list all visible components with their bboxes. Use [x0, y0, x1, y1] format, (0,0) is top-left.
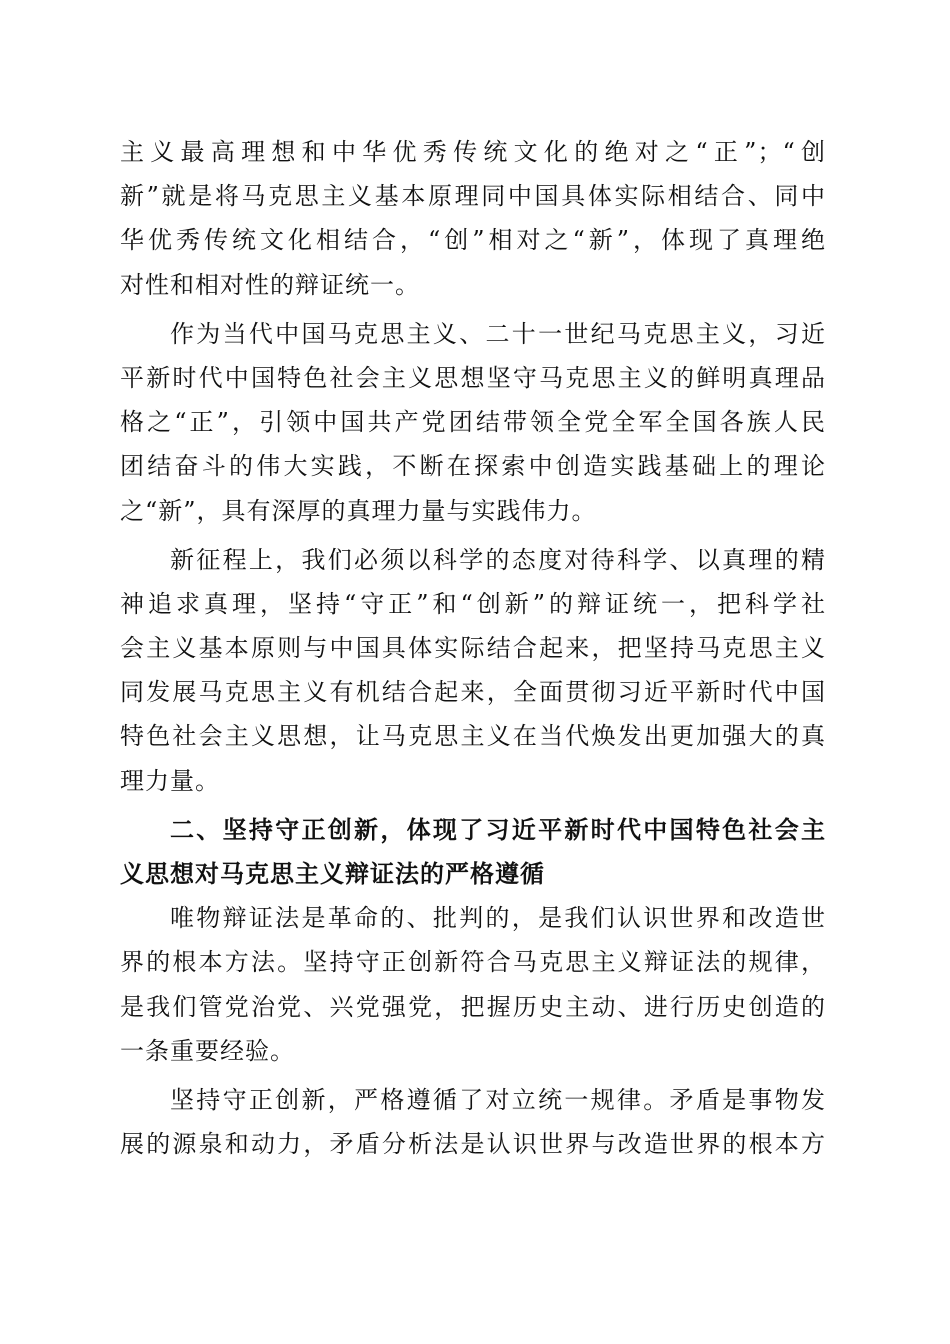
document-body	[120, 130, 826, 1166]
paragraph-5	[120, 1078, 826, 1166]
paragraph-line: 理力量。	[120, 766, 220, 795]
paragraph-3	[120, 538, 826, 803]
section-heading	[120, 808, 826, 896]
paragraph-line: 界的根本方法。坚持守正创新符合马克思主义辩证法的规律，	[120, 948, 826, 977]
paragraph-line: 会主义基本原则与中国具体实际结合起来，把坚持马克思主义	[120, 634, 826, 663]
paragraph-line: 平新时代中国特色社会主义思想坚守马克思主义的鲜明真理品	[120, 363, 826, 392]
paragraph-line: 神追求真理，坚持“守正”和“创新”的辩证统一，把科学社	[120, 589, 826, 618]
heading-line: 二、坚持守正创新，体现了习近平新时代中国特色社会主	[170, 815, 826, 844]
paragraph-line: 是我们管党治党、兴党强党，把握历史主动、进行历史创造的	[120, 992, 826, 1021]
paragraph-line: 展的源泉和动力，矛盾分析法是认识世界与改造世界的根本方	[120, 1130, 826, 1159]
paragraph-line: 坚持守正创新，严格遵循了对立统一规律。矛盾是事物发	[170, 1085, 826, 1114]
paragraph-line: 格之“正”，引领中国共产党团结带领全党全军全国各族人民	[120, 408, 826, 437]
paragraph-line: 作为当代中国马克思主义、二十一世纪马克思主义，习近	[170, 319, 826, 348]
paragraph-line: 主义最高理想和中华优秀传统文化的绝对之“正”；“创	[120, 138, 826, 166]
paragraph-line: 新征程上，我们必须以科学的态度对待科学、以真理的精	[170, 545, 826, 574]
heading-line: 义思想对马克思主义辩证法的严格遵循	[120, 860, 545, 888]
paragraph-1	[120, 130, 826, 307]
paragraph-line: 新”就是将马克思主义基本原理同中国具体实际相结合、同中	[120, 182, 826, 211]
paragraph-line: 一条重要经验。	[120, 1036, 295, 1065]
paragraph-line: 之“新”，具有深厚的真理力量与实践伟力。	[120, 496, 597, 525]
paragraph-2	[120, 312, 826, 533]
paragraph-4	[120, 896, 826, 1073]
paragraph-line: 团结奋斗的伟大实践，不断在探索中创造实践基础上的理论	[120, 452, 826, 481]
paragraph-line: 同发展马克思主义有机结合起来，全面贯彻习近平新时代中国	[120, 678, 826, 707]
paragraph-line: 华优秀传统文化相结合，“创”相对之“新”，体现了真理绝	[120, 226, 826, 255]
paragraph-line: 唯物辩证法是革命的、批判的，是我们认识世界和改造世	[170, 904, 826, 933]
paragraph-line: 对性和相对性的辩证统一。	[120, 270, 420, 299]
paragraph-line: 特色社会主义思想，让马克思主义在当代焕发出更加强大的真	[120, 722, 826, 751]
